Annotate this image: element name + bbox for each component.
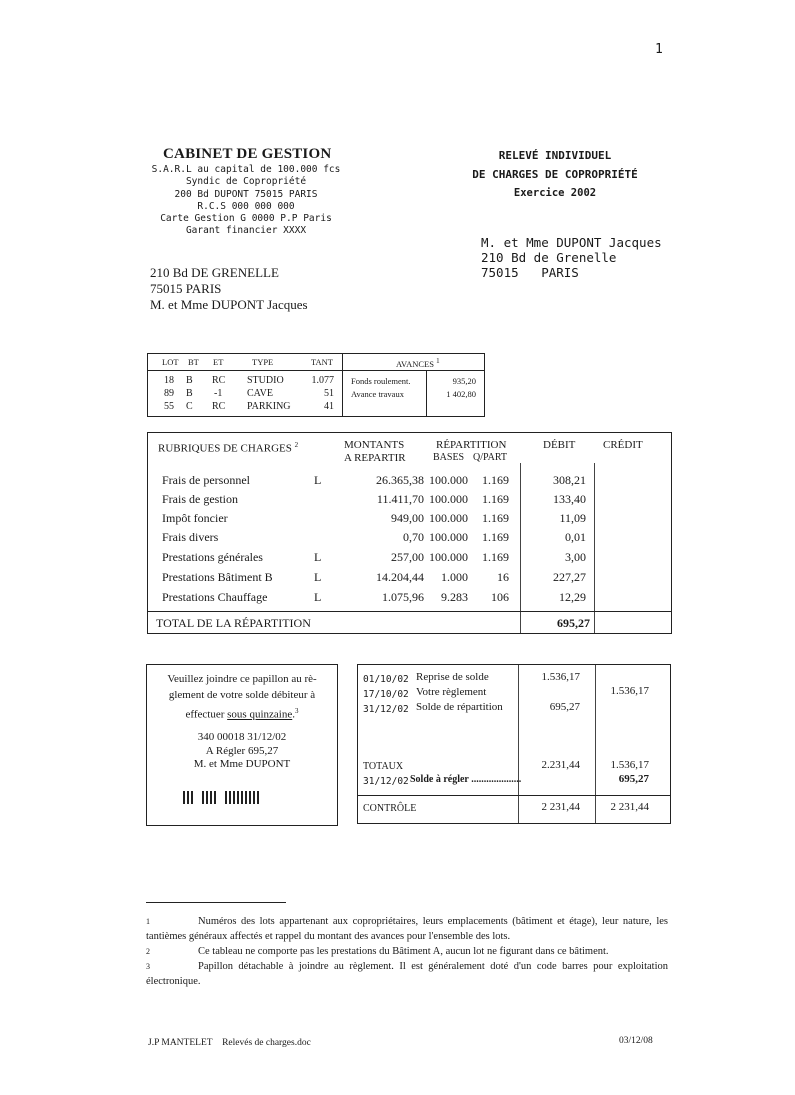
total-debit: 695,27 xyxy=(557,616,590,630)
charge-flag: L xyxy=(314,473,322,487)
footnote-text: Papillon détachable à joindre au règlement. Il est généralement doté d'un code barres pour exploitation électronique. xyxy=(146,961,668,987)
charge-qpart: 1.169 xyxy=(482,511,509,525)
balance-date: 01/10/02 xyxy=(363,674,409,685)
divider xyxy=(342,354,343,416)
charge-flag: L xyxy=(314,590,322,604)
payment-ref: 340 00018 31/12/02 xyxy=(197,731,287,743)
charge-label: Frais divers xyxy=(162,530,219,544)
avance-value: 935,20 xyxy=(452,376,476,386)
cabinet-line: 200 Bd DUPONT 75015 PARIS xyxy=(174,188,318,200)
lot-number: 18 xyxy=(164,375,174,386)
divider xyxy=(426,370,427,416)
charge-qpart: 106 xyxy=(491,590,509,604)
property-line-3: M. et Mme DUPONT Jacques xyxy=(150,297,308,312)
payment-amount: A Régler 695,27 xyxy=(205,744,279,757)
balance-debit: 695,27 xyxy=(549,701,580,713)
totals-debit: 2.231,44 xyxy=(541,759,580,771)
col-header-debit: DÉBIT xyxy=(543,439,576,451)
charge-qpart: 1.169 xyxy=(482,550,509,564)
lot-et: RC xyxy=(212,375,226,386)
avance-label: Fonds roulement. xyxy=(351,376,411,386)
charge-qpart: 1.169 xyxy=(482,530,509,544)
footnote xyxy=(146,914,668,944)
footnote-number: 3 xyxy=(146,962,150,971)
footnote-number: 1 xyxy=(146,917,150,926)
payment-name: M. et Mme DUPONT xyxy=(193,758,291,770)
balance-date: 17/10/02 xyxy=(363,689,409,700)
charge-label: Impôt foncier xyxy=(162,511,228,525)
footnote-number: 2 xyxy=(146,947,150,956)
lot-tant: 41 xyxy=(324,401,334,412)
footnote-ref: 3 xyxy=(294,707,299,715)
charge-montant: 26.365,38 xyxy=(376,473,424,487)
lot-et: RC xyxy=(212,401,226,412)
col-header-rubriques xyxy=(158,439,298,455)
payment-slip-line-2: glement de votre solde débiteur à xyxy=(168,689,316,701)
col-header-qpart: Q/PART xyxy=(473,452,508,463)
col-header-avances-label: AVANCES xyxy=(396,358,434,369)
charge-label: Prestations Bâtiment B xyxy=(162,570,273,584)
cabinet-title: CABINET DE GESTION xyxy=(163,146,332,162)
charge-montant: 1.075,96 xyxy=(382,590,424,604)
releve-line-2: DE CHARGES DE COPROPRIÉTÉ xyxy=(472,168,638,181)
releve-title xyxy=(440,146,670,203)
footer-file: Relevés de charges.doc xyxy=(222,1038,311,1048)
property-line-2: 75015 PARIS xyxy=(150,281,222,296)
charge-base: 100.000 xyxy=(429,550,468,564)
lot-bt: C xyxy=(186,401,193,412)
col-header-type: TYPE xyxy=(252,357,274,367)
charge-debit: 12,29 xyxy=(559,590,586,604)
col-header-a-repartir: A REPARTIR xyxy=(344,452,406,464)
avance-label: Avance travaux xyxy=(351,389,404,399)
releve-line-1: RELEVÉ INDIVIDUEL xyxy=(498,149,612,162)
divider xyxy=(594,463,595,633)
control-label: CONTRÔLE xyxy=(363,803,417,814)
charge-debit: 0,01 xyxy=(565,530,586,544)
charge-debit: 227,27 xyxy=(553,570,586,584)
charge-base: 100.000 xyxy=(429,492,468,506)
charge-label: Prestations Chauffage xyxy=(162,590,268,604)
lot-bt: B xyxy=(186,388,193,399)
charge-label: Prestations générales xyxy=(162,550,263,564)
col-header-bt: BT xyxy=(188,357,199,367)
charge-montant: 949,00 xyxy=(391,511,424,525)
footnote-text: Ce tableau ne comporte pas les prestations du Bâtiment A, aucun lot ne figurant dans ce bâtiment. xyxy=(198,946,609,957)
charge-montant: 14.204,44 xyxy=(376,570,424,584)
charge-base: 1.000 xyxy=(441,570,468,584)
balance-label: Solde de répartition xyxy=(416,701,503,713)
totals-credit: 1.536,17 xyxy=(610,759,649,771)
charge-montant: 0,70 xyxy=(403,530,424,544)
charge-debit: 308,21 xyxy=(553,473,586,487)
footer-author: J.P MANTELET xyxy=(148,1038,213,1048)
charge-montant: 11.411,70 xyxy=(376,492,424,506)
payment-slip-text-part: . xyxy=(292,708,295,721)
divider xyxy=(358,795,670,796)
totals-label: TOTAUX xyxy=(363,761,404,772)
cabinet-line: S.A.R.L au capital de 100.000 fcs xyxy=(151,164,341,175)
payment-slip-line-3 xyxy=(155,703,329,723)
charge-base: 100.000 xyxy=(429,473,468,487)
divider xyxy=(520,463,521,633)
charge-label: Frais de personnel xyxy=(162,473,250,487)
col-header-avances xyxy=(396,357,440,369)
charge-qpart: 1.169 xyxy=(482,473,509,487)
releve-exercice: Exercice 2002 xyxy=(513,187,597,199)
balance-due-label: Solde à régler .................... xyxy=(410,774,522,785)
col-header-et: ET xyxy=(213,357,224,367)
lot-type: CAVE xyxy=(247,388,273,399)
footnote-ref: 2 xyxy=(294,441,299,449)
recipient-line-3: 75015 PARIS xyxy=(481,265,579,280)
footnote xyxy=(146,944,668,959)
balance-due-value: 695,27 xyxy=(618,773,649,785)
footnote-separator xyxy=(146,902,286,903)
col-header-montants: MONTANTS xyxy=(344,439,405,451)
control-debit: 2 231,44 xyxy=(541,801,580,813)
payment-slip-line-1: Veuillez joindre ce papillon au rè- xyxy=(167,673,317,685)
charge-qpart: 16 xyxy=(497,570,509,584)
divider xyxy=(148,611,671,612)
recipient-line-1: M. et Mme DUPONT Jacques xyxy=(481,235,662,250)
charge-debit: 11,09 xyxy=(559,511,586,525)
recipient-line-2: 210 Bd de Grenelle xyxy=(481,250,617,265)
payment-slip-reference xyxy=(147,731,337,772)
balance-due-date: 31/12/02 xyxy=(363,776,409,787)
charge-flag: L xyxy=(314,570,322,584)
footnotes xyxy=(146,914,668,989)
lot-type: STUDIO xyxy=(247,375,284,386)
cabinet-line: R.C.S 000 000 000 xyxy=(197,200,295,212)
balance-label: Reprise de solde xyxy=(416,671,489,683)
payment-slip-underlined: sous quinzaine xyxy=(227,708,293,721)
control-credit: 2 231,44 xyxy=(610,801,649,813)
lot-type: PARKING xyxy=(247,401,291,412)
lots-table xyxy=(147,353,485,417)
property-address xyxy=(150,265,308,313)
col-header-bases: BASES xyxy=(433,452,465,463)
page-number: 1 xyxy=(655,42,663,57)
footer-left xyxy=(148,1038,311,1048)
charge-base: 100.000 xyxy=(429,530,468,544)
footnote-text: Numéros des lots appartenant aux copropriétaires, leurs emplacements (bâtiment et étage), leur nature, les tantièmes généraux affectés et rappel du montant des avances pour l'ensemble des lots. xyxy=(146,916,668,942)
charge-qpart: 1.169 xyxy=(482,492,509,506)
col-header-tant: TANT xyxy=(311,357,333,367)
col-header-rubriques-label: RUBRIQUES DE CHARGES xyxy=(158,442,292,455)
balance-label: Votre règlement xyxy=(416,686,487,698)
payment-slip-text xyxy=(155,671,329,723)
lot-bt: B xyxy=(186,375,193,386)
divider xyxy=(148,370,484,371)
charges-table xyxy=(147,432,672,634)
col-header-credit: CRÉDIT xyxy=(603,439,643,451)
lot-tant: 1.077 xyxy=(311,375,334,386)
payment-slip-text-part: effectuer xyxy=(185,708,228,721)
payment-slip xyxy=(146,664,338,826)
charge-debit: 3,00 xyxy=(565,550,586,564)
lot-number: 55 xyxy=(164,401,174,412)
charge-montant: 257,00 xyxy=(391,550,424,564)
lot-number: 89 xyxy=(164,388,174,399)
total-label: TOTAL DE LA RÉPARTITION xyxy=(156,616,311,630)
avance-value: 1 402,80 xyxy=(446,389,476,399)
charge-base: 9.283 xyxy=(441,590,468,604)
charge-flag: L xyxy=(314,550,322,564)
recipient-address xyxy=(481,235,662,280)
footnote xyxy=(146,959,668,989)
footnote-ref: 1 xyxy=(436,357,440,365)
col-header-repartition: RÉPARTITION xyxy=(436,439,507,451)
lot-tant: 51 xyxy=(324,388,334,399)
balance-debit: 1.536,17 xyxy=(541,671,580,683)
charge-base: 100.000 xyxy=(429,511,468,525)
balance-table xyxy=(357,664,671,824)
divider xyxy=(518,665,519,823)
cabinet-line: Carte Gestion G 0000 P.P Paris xyxy=(160,213,332,225)
charge-debit: 133,40 xyxy=(553,492,586,506)
cabinet-line: Syndic de Copropriété xyxy=(185,176,307,188)
footer-date: 03/12/08 xyxy=(619,1036,653,1046)
charge-label: Frais de gestion xyxy=(162,492,238,506)
balance-credit: 1.536,17 xyxy=(610,685,649,697)
divider xyxy=(595,665,596,823)
cabinet-line: Garant financier XXXX xyxy=(185,225,307,237)
barcode xyxy=(183,791,259,804)
cabinet-info xyxy=(130,164,362,238)
col-header-lot: LOT xyxy=(162,357,179,367)
balance-date: 31/12/02 xyxy=(363,704,409,715)
lot-et: -1 xyxy=(214,388,223,399)
property-line-1: 210 Bd DE GRENELLE xyxy=(150,265,279,280)
